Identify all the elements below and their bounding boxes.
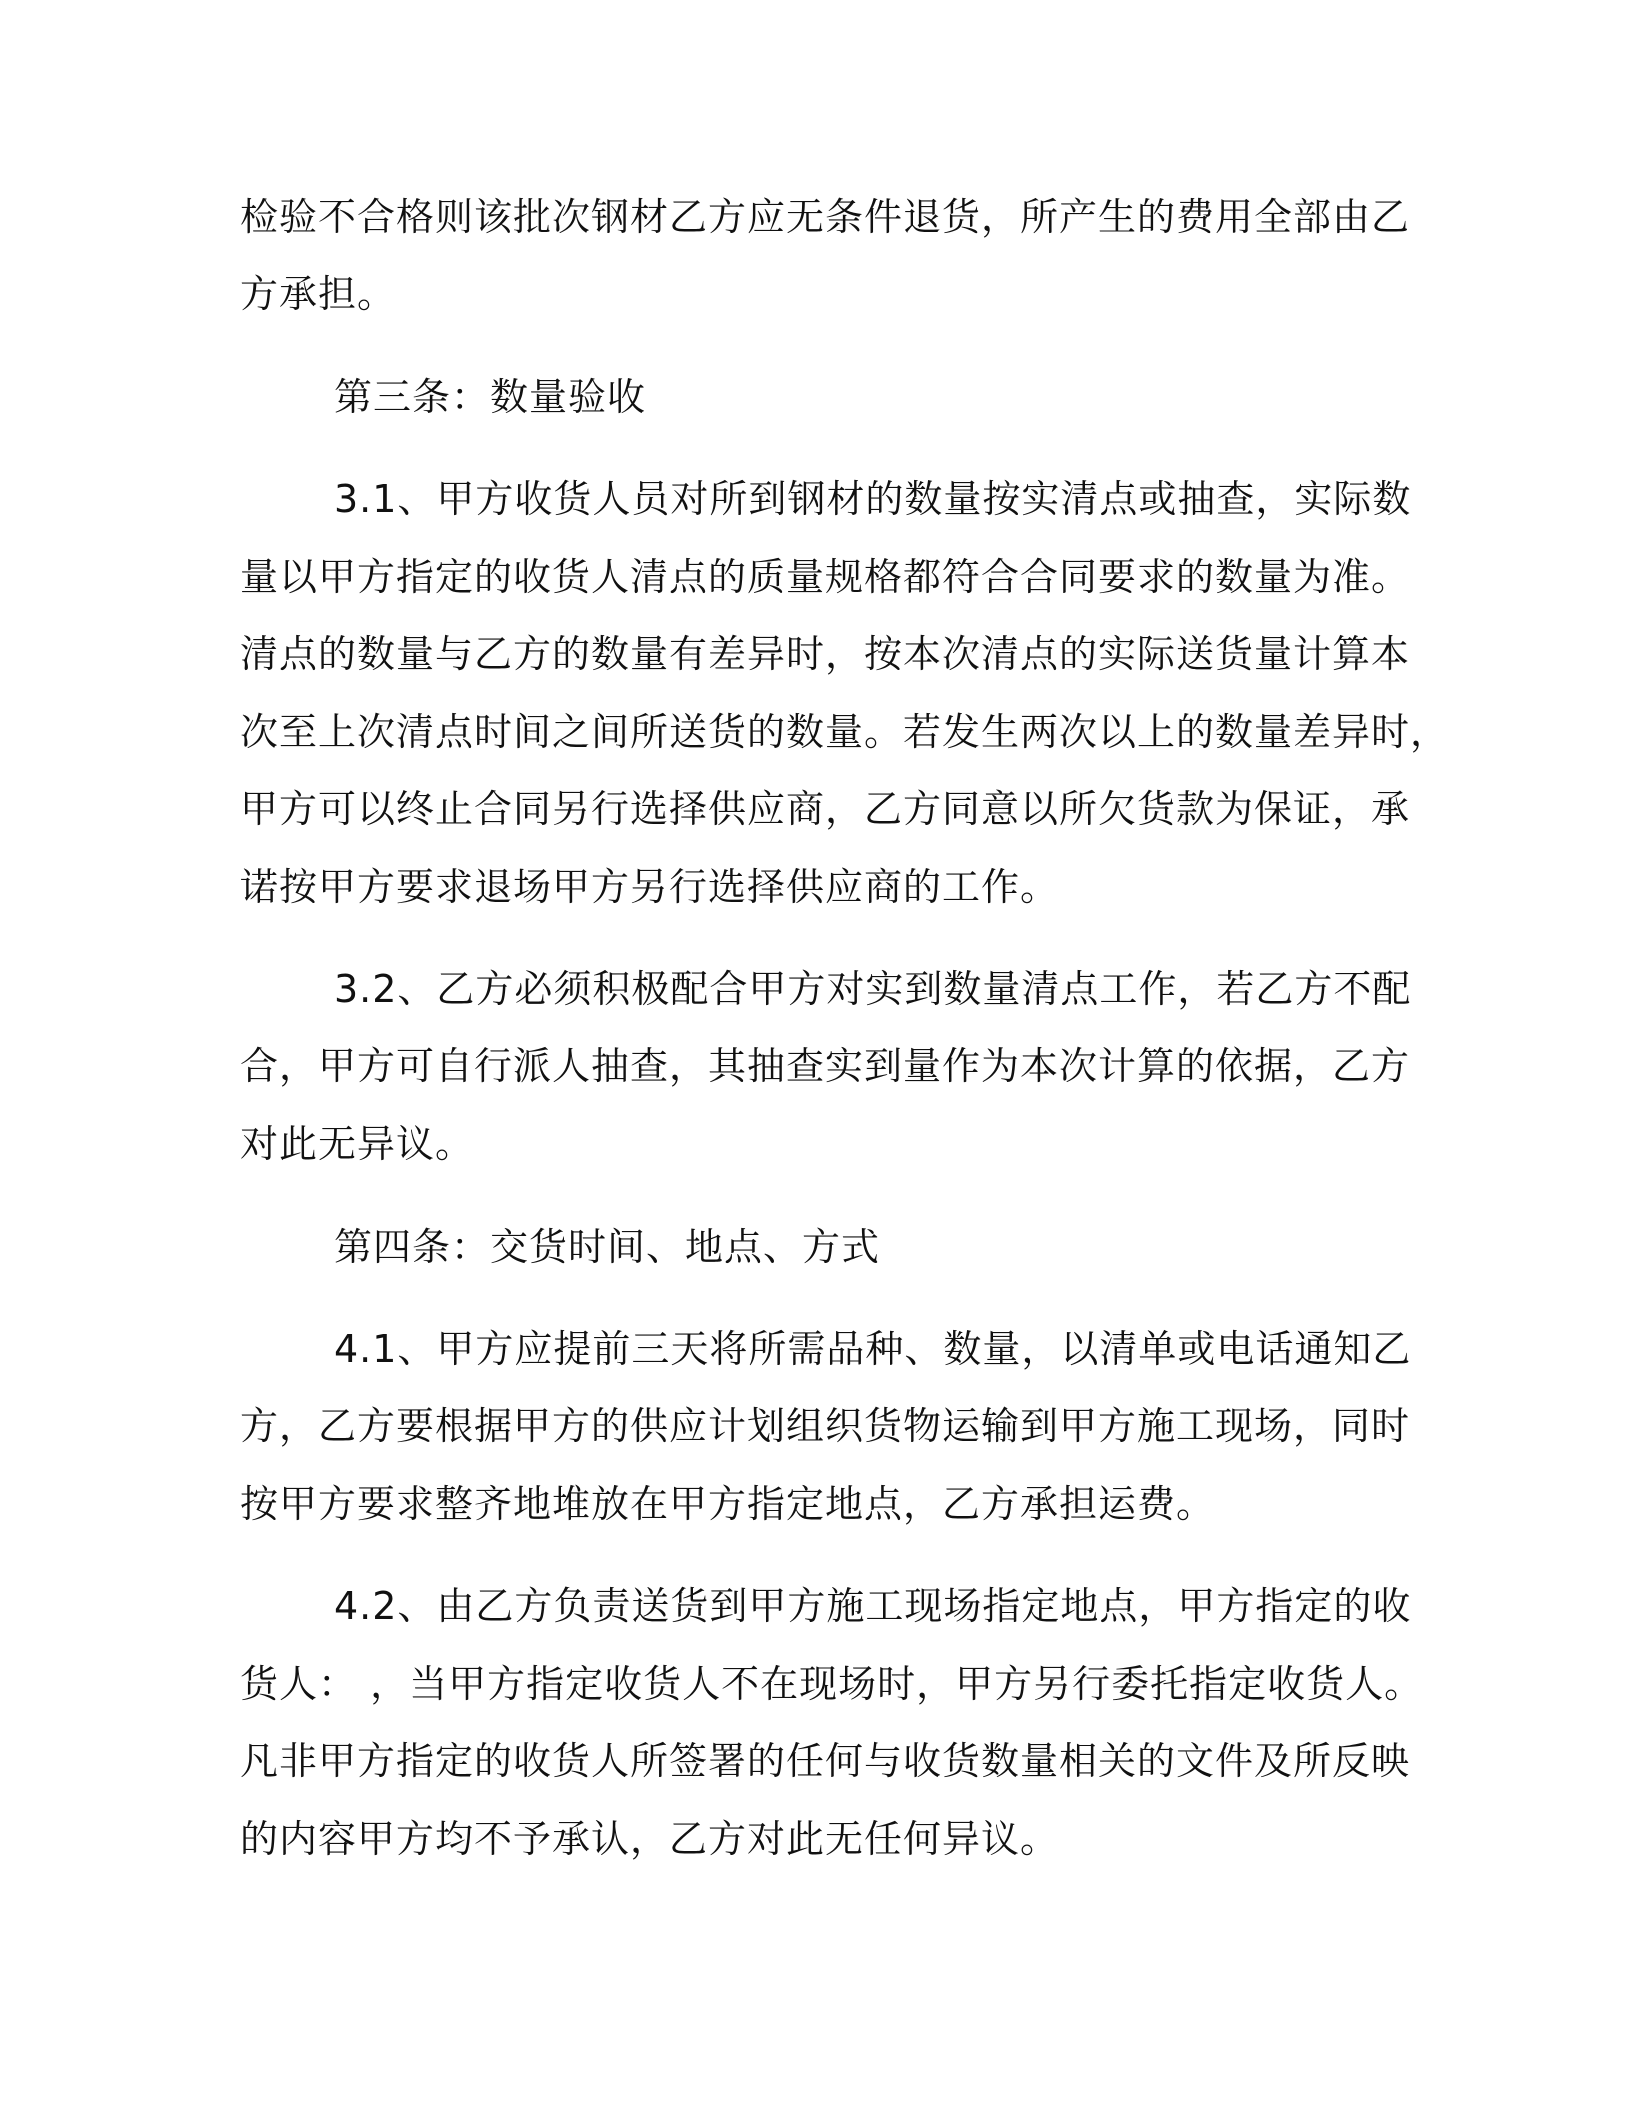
paragraph-line: 清点的数量与乙方的数量有差异时，按本次清点的实际送货量计算本	[240, 632, 1411, 676]
paragraph-line: 凡非甲方指定的收货人所签署的任何与收货数量相关的文件及所反映	[240, 1739, 1411, 1783]
paragraph-line: 3.2、乙方必须积极配合甲方对实到数量清点工作，若乙方不配	[334, 967, 1412, 1011]
paragraph-line: 4.1、甲方应提前三天将所需品种、数量，以清单或电话通知乙	[334, 1327, 1412, 1371]
article-heading: 第四条：交货时间、地点、方式	[334, 1225, 881, 1269]
paragraph-line: 量以甲方指定的收货人清点的质量规格都符合合同要求的数量为准。	[240, 555, 1411, 599]
paragraph-line: 方承担。	[240, 272, 397, 316]
paragraph-line: 按甲方要求整齐地堆放在甲方指定地点，乙方承担运费。	[240, 1482, 1216, 1526]
article-heading: 第三条：数量验收	[334, 375, 647, 419]
paragraph-line: 次至上次清点时间之间所送货的数量。若发生两次以上的数量差异时，	[240, 710, 1450, 754]
paragraph-line: 对此无异议。	[240, 1122, 475, 1166]
paragraph-line: 4.2、由乙方负责送货到甲方施工现场指定地点，甲方指定的收	[334, 1584, 1412, 1628]
paragraph-line: 货人： ，当甲方指定收货人不在现场时，甲方另行委托指定收货人。	[240, 1662, 1424, 1706]
paragraph-line: 的内容甲方均不予承认，乙方对此无任何异议。	[240, 1817, 1060, 1861]
paragraph-line: 甲方可以终止合同另行选择供应商，乙方同意以所欠货款为保证，承	[240, 787, 1411, 831]
paragraph-line: 方，乙方要根据甲方的供应计划组织货物运输到甲方施工现场，同时	[240, 1404, 1411, 1448]
document-page	[240, 0, 1450, 2112]
paragraph-line: 诺按甲方要求退场甲方另行选择供应商的工作。	[240, 865, 1060, 909]
paragraph-line: 合，甲方可自行派人抽查，其抽查实到量作为本次计算的依据，乙方	[240, 1044, 1411, 1088]
paragraph-line: 3.1、甲方收货人员对所到钢材的数量按实清点或抽查，实际数	[334, 477, 1412, 521]
paragraph-line: 检验不合格则该批次钢材乙方应无条件退货，所产生的费用全部由乙	[240, 195, 1411, 239]
